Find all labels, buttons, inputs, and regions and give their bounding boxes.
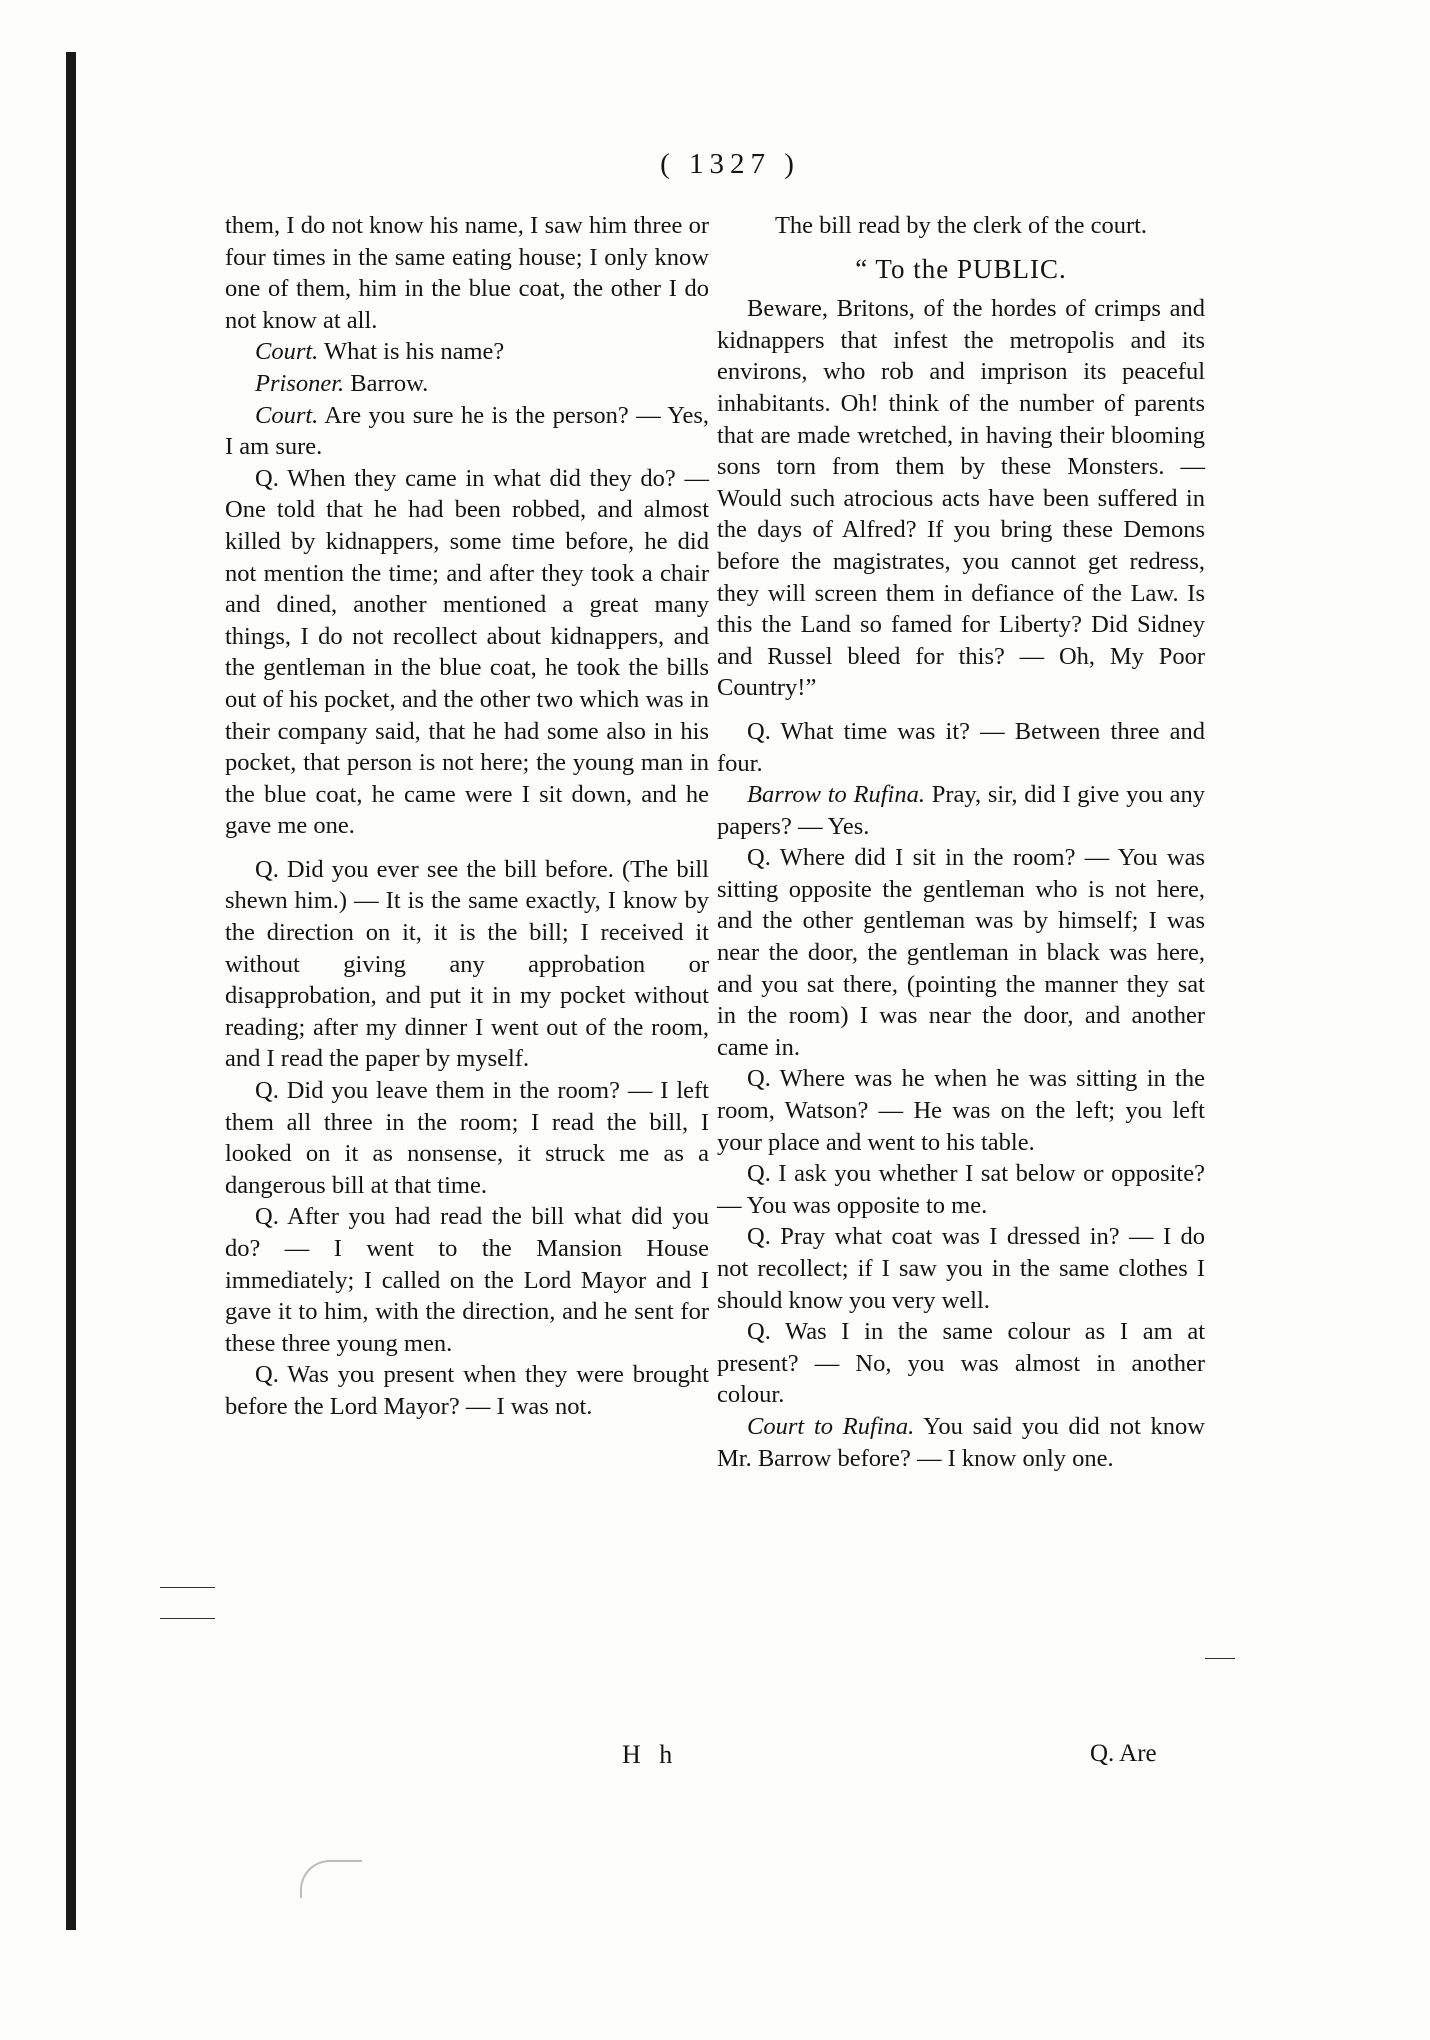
question-paragraph: Q. Where was he when he was sitting in the room, Watson? — He was on the left; you left your place and went to his table. [717,1065,1205,1156]
question-paragraph: Q. I ask you whether I sat below or opposite? — You was opposite to me. [717,1160,1205,1219]
question-paragraph: Q. Where did I sit in the room? — You was sitting opposite the gentleman who is not here, and the other gentleman was by himself; I was near the door, the gentleman in black was here, and you sat there, (pointing the manner they sat in the room) I was near the door, and another came in. [717,844,1205,1061]
bill-text: Beware, Britons, of the hordes of crimps and kidnappers that infest the metropolis and its environs, who rob and imprison its peaceful inhabitants. Oh! think of the number of parents that are made wretched, in having their blooming sons torn from them by these Monsters. — Would such atrocious acts have been suffered in the days of Alfred? If you bring these Demons before the magistrates, you cannot get redress, they will screen them in defiance of the Law. Is this the Land so famed for Liberty? Did Sidney and Russel bleed for this? — Oh, My Poor Country!” [717,295,1205,702]
dialogue-text: Pray, sir, did I give you any papers? — Yes. [717,781,1206,840]
page-number: ( 1327 ) [660,148,800,180]
margin-rule [160,1587,215,1588]
speaker-label: Court. [255,338,319,366]
question-paragraph: Q. Was you present when they were brought before the Lord Mayor? — I was not. [225,1361,709,1420]
question-paragraph: Q. What time was it? — Between three and four. [717,717,1205,777]
question-paragraph: Q. After you had read the bill what did you do? — I went to the Mansion House immediately; I called on the Lord Mayor and I gave it to him, with the direction, and he sent for these three young men. [225,1203,709,1357]
catchword: Q. Are [1090,1740,1157,1767]
dialogue-line [225,336,709,368]
margin-rule [160,1618,215,1619]
question-paragraph: Q. Pray what coat was I dressed in? — I do not recollect; if I saw you in the same clothes I should know you very well. [717,1223,1205,1314]
dialogue-text: What is his name? [324,338,505,366]
signature-mark: H h [622,1740,679,1769]
dialogue-text: Are you sure he is the person? — Yes, I am sure. [225,401,709,461]
speaker-label: Barrow to Rufina. [747,781,925,809]
question-paragraph: Q. When they came in what did they do? — One told that he had been robbed, and almost killed by kidnappers, some time before, he did not mention the time; and after they took a chair and dined, another mentioned a great many things, I do not recollect about kidnappers, and the gentleman in the blue coat, he took the bills out of his pocket, and the other two which was in their company said, that he had some also in his pocket, that person is not here; the young man in the blue coat, he came were I sit down, and he gave me one. [225,464,709,840]
binding-edge [66,52,76,1930]
left-column [225,210,709,1423]
question-paragraph: Q. Did you leave them in the room? — I left them all three in the room; I read the bill, I looked on it as nonsense, it struck me as a dangerous bill at that time. [225,1077,709,1199]
speaker-label: Court to Rufina. [747,1412,915,1440]
paragraph: them, I do not know his name, I saw him three or four times in the same eating house; I only know one of them, him in the blue coat, the other I do not know at all. [225,212,709,334]
speaker-label: Prisoner. [255,369,345,397]
dialogue-text: Barrow. [350,369,429,397]
dialogue-line [717,779,1205,842]
dialogue-line [717,1411,1205,1474]
bill-intro: The bill read by the clerk of the court. [774,212,1148,239]
right-column [717,210,1205,1474]
ink-smudge [300,1860,362,1898]
bill-heading: “ To the PUBLIC. [855,253,1067,284]
dialogue-text: You said you did not know Mr. Barrow before? — I know only one. [717,1412,1206,1472]
speaker-label: Court. [255,401,319,429]
margin-rule [1205,1658,1235,1659]
dialogue-line [225,368,709,400]
question-paragraph: Q. Did you ever see the bill before. (The bill shewn him.) — It is the same exactly, I know by the direction on it, it is the bill; I received it without giving any approbation or disapprobation, and put it in my pocket without reading; after my dinner I went out of the room, and I read the paper by myself. [225,855,709,1073]
dialogue-line [225,400,709,463]
question-paragraph: Q. Was I in the same colour as I am at present? — No, you was almost in another colour. [717,1318,1205,1409]
